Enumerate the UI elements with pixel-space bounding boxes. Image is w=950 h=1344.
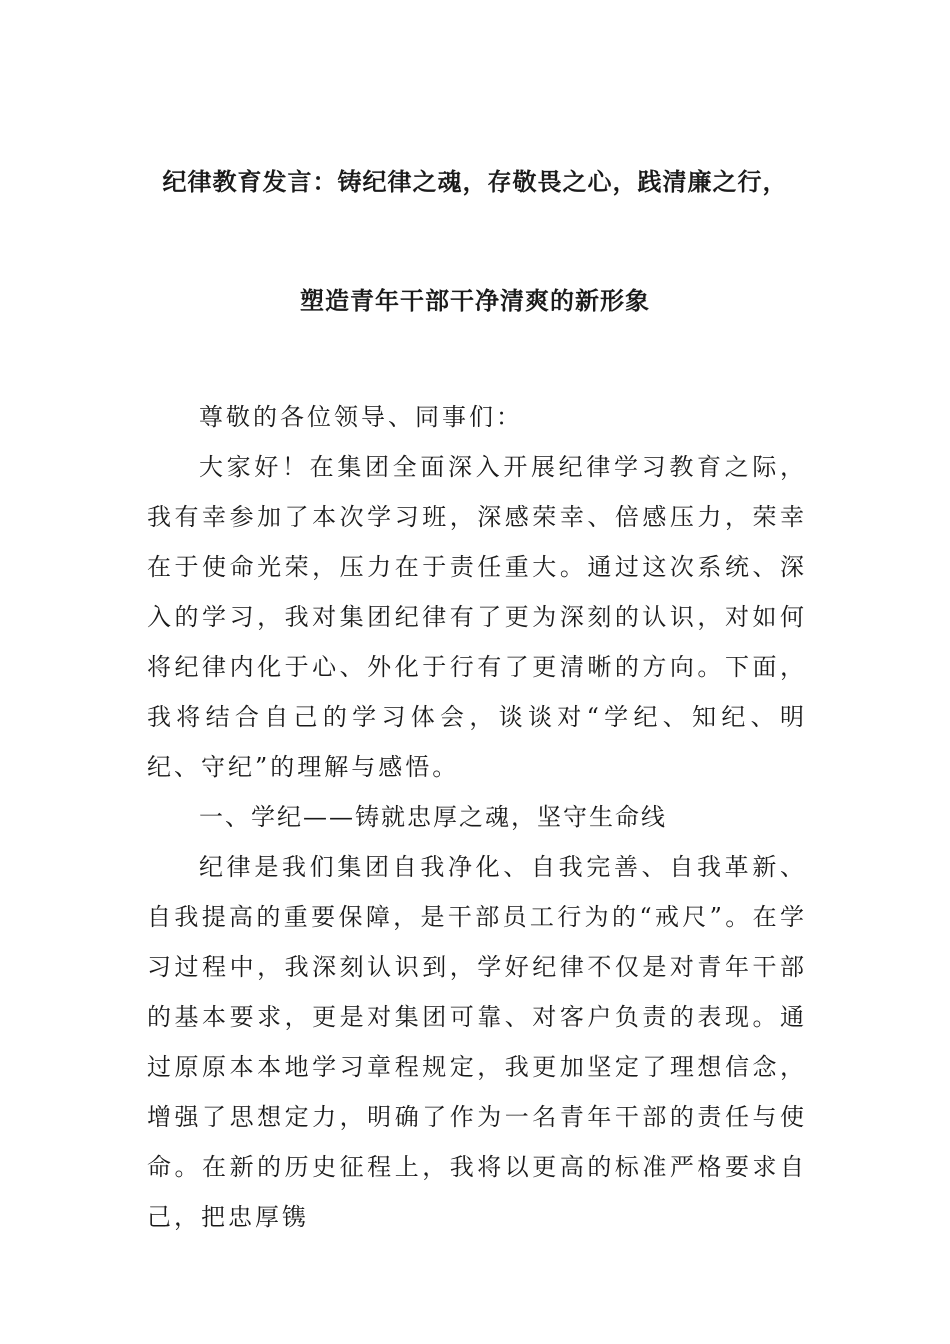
document-body (147, 392, 807, 1242)
section-paragraph: 纪律是我们集团自我净化、自我完善、自我革新、自我提高的重要保障，是干部员工行为的“戒尺”。在学习过程中，我深刻认识到，学好纪律不仅是对青年干部的基本要求，更是对集团可靠、对客户负责的表现。通过原原本本地学习章程规定，我更加坚定了理想信念，增强了思想定力，明确了作为一名青年干部的责任与使命。在新的历史征程上，我将以更高的标准严格要求自己，把忠厚镌 (147, 853, 807, 1231)
section-heading: 一、学纪——铸就忠厚之魂，坚守生命线 (199, 803, 667, 831)
document-title-line-2: 塑造青年干部干净清爽的新形象 (300, 287, 650, 315)
document-title-line-1: 纪律教育发言：铸纪律之魂，存敬畏之心，践清廉之行， (162, 168, 788, 196)
intro-paragraph: 大家好！在集团全面深入开展纪律学习教育之际，我有幸参加了本次学习班，深感荣幸、倍感压力，荣幸在于使命光荣，压力在于责任重大。通过这次系统、深入的学习，我对集团纪律有了更为深刻的认识，对如何将纪律内化于心、外化于行有了更清晰的方向。下面，我将结合自己的学习体会，谈谈对“学纪、知纪、明纪、守纪”的理解与感悟。 (147, 453, 807, 781)
salutation-paragraph: 尊敬的各位领导、同事们： (199, 403, 523, 431)
